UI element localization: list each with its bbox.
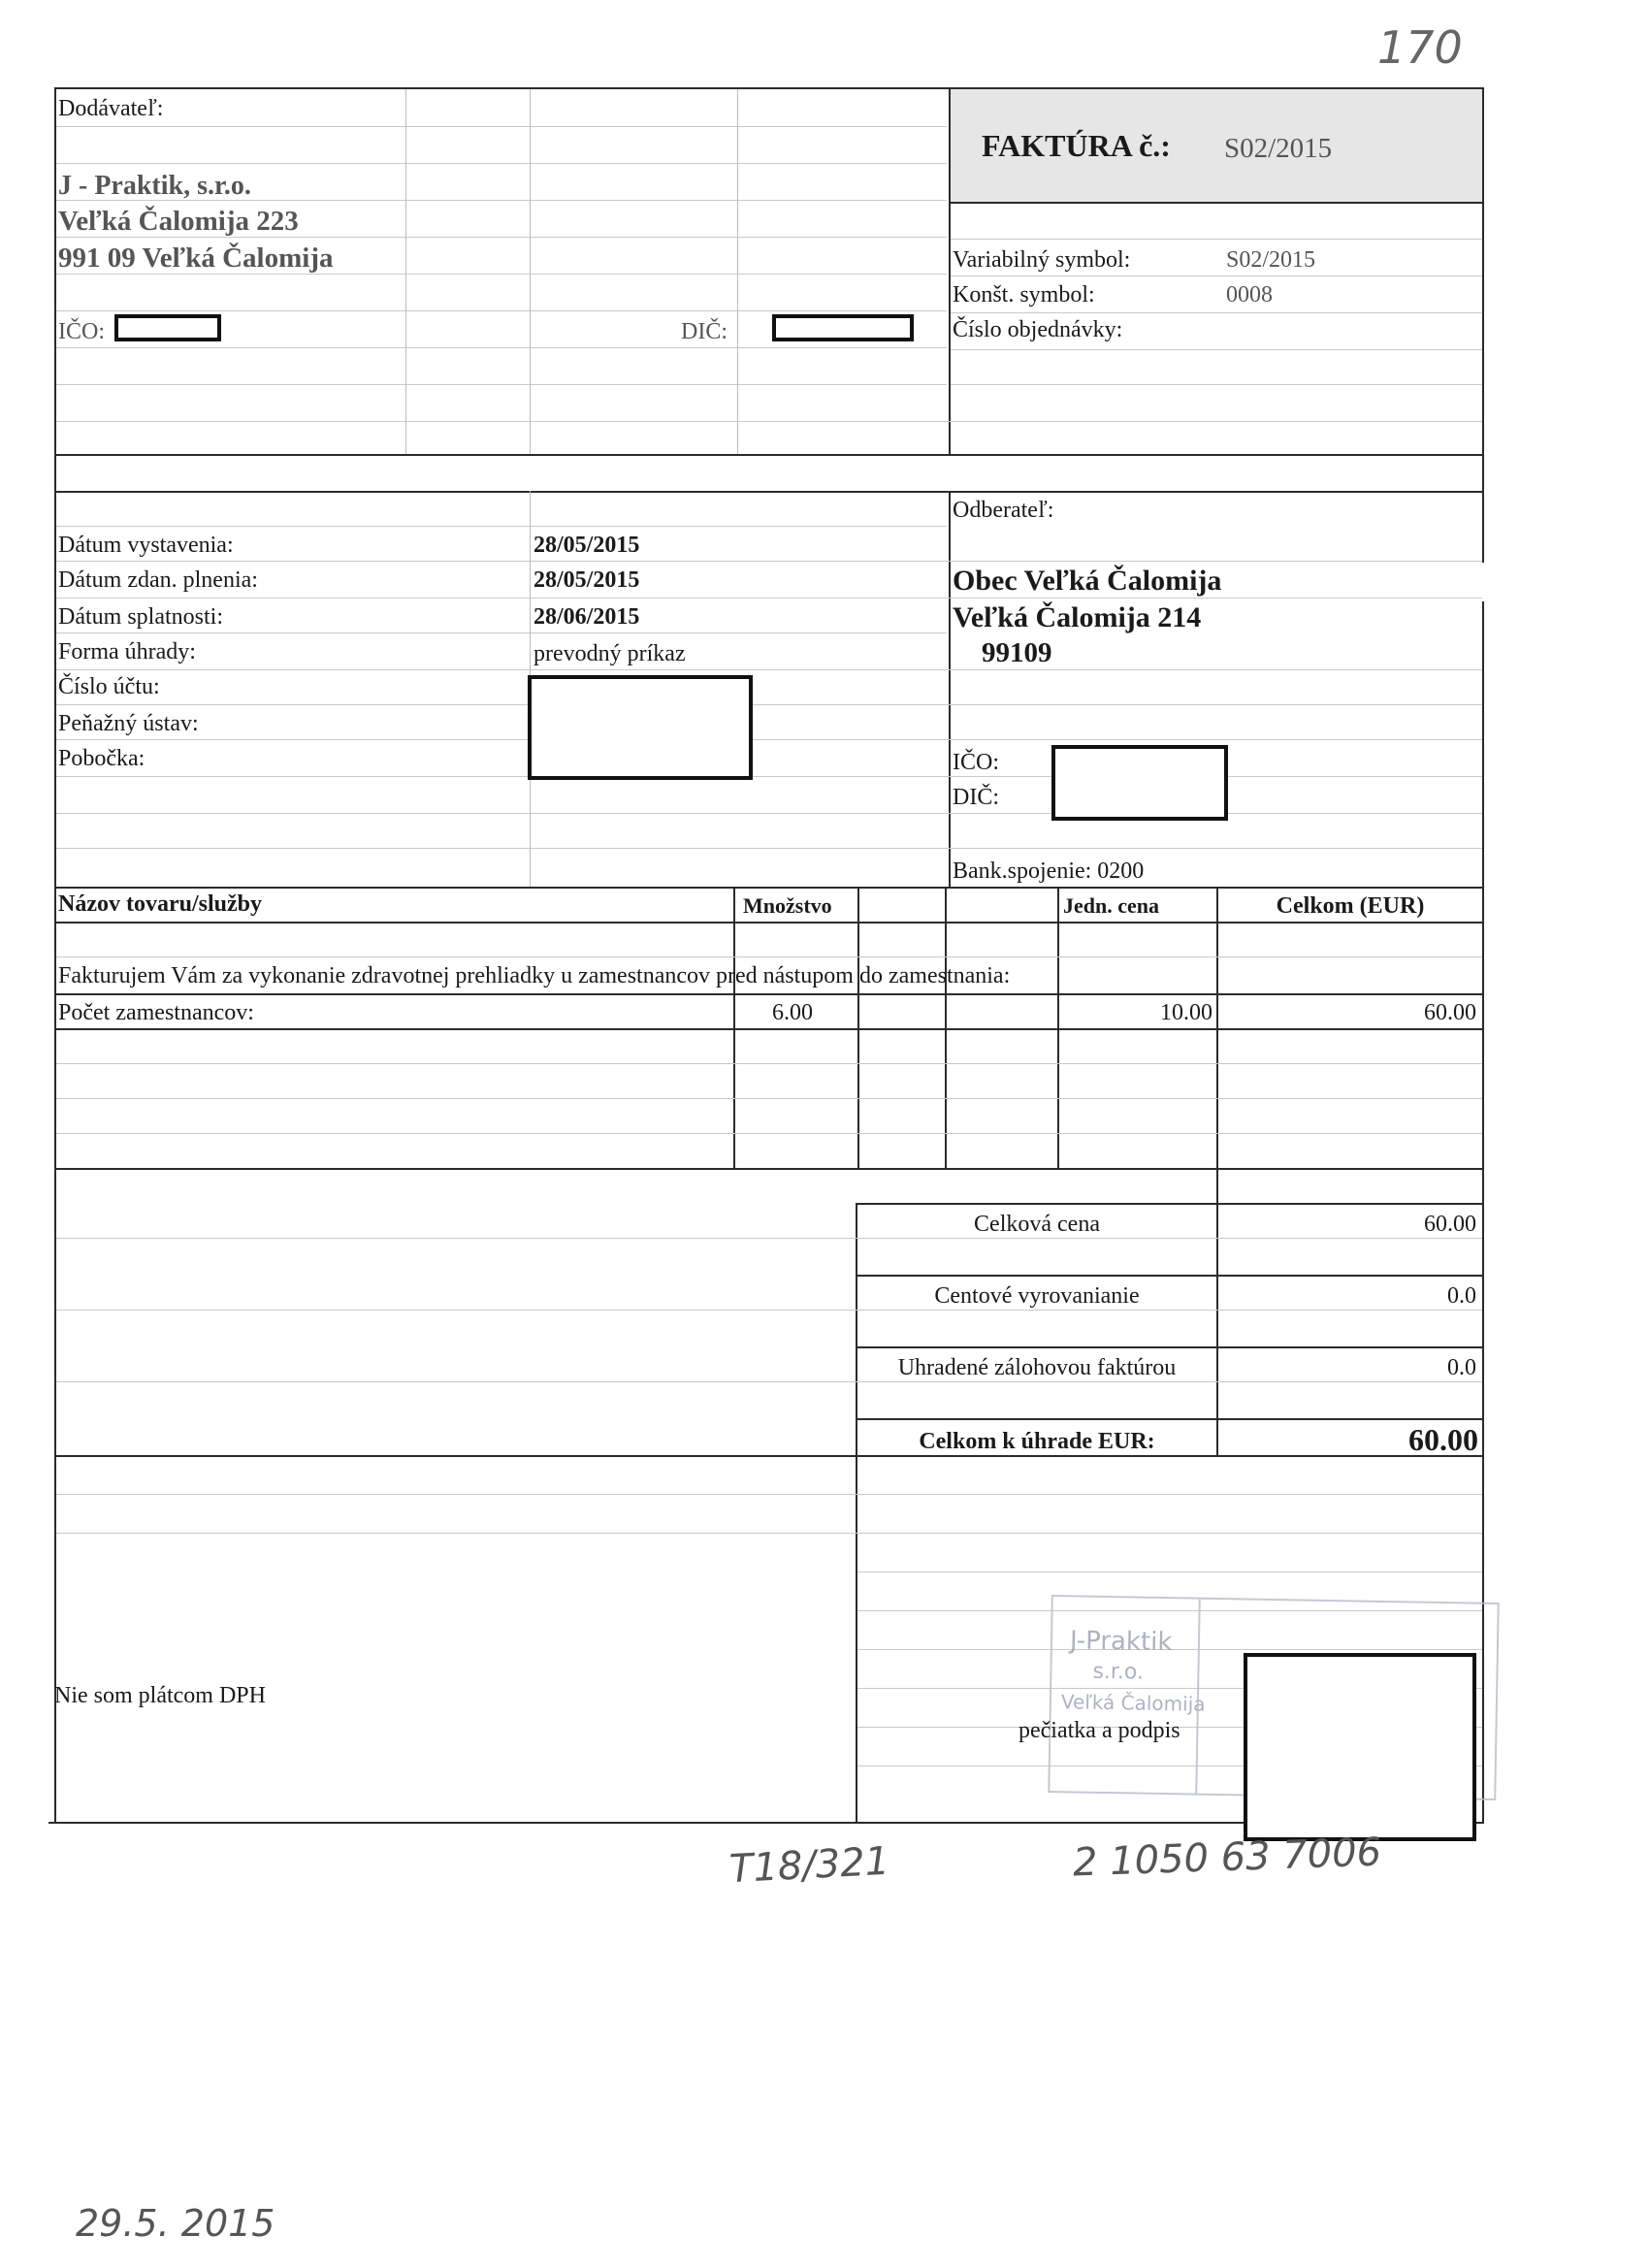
item-qty: 6.00 xyxy=(772,1000,813,1025)
col-header-unit-price: Jedn. cena xyxy=(1063,893,1159,918)
supplier-dic-label: DIČ: xyxy=(681,319,728,344)
frame-top xyxy=(54,87,1484,89)
grid-line xyxy=(56,632,947,633)
customer-street: Veľká Čalomija 214 xyxy=(953,601,1202,633)
stamp-signature-label: pečiatka a podpis xyxy=(1018,1718,1180,1743)
item-total: 60.00 xyxy=(1424,1000,1476,1025)
grid-line xyxy=(56,163,947,164)
grid-line xyxy=(56,421,1482,422)
header-divider xyxy=(949,87,951,454)
issue-date-label: Dátum vystavenia: xyxy=(58,533,234,558)
grid-line xyxy=(56,561,1482,562)
tax-date-label: Dátum zdan. plnenia: xyxy=(58,567,258,593)
grid-line xyxy=(56,598,1482,599)
totals-line xyxy=(856,1346,1484,1348)
grid-line xyxy=(56,704,1482,705)
vat-note: Nie som plátcom DPH xyxy=(54,1683,266,1708)
items-header-top xyxy=(54,887,1484,889)
payment-method-value: prevodný príkaz xyxy=(534,641,686,666)
items-col-divider xyxy=(1057,887,1059,1168)
grid-line xyxy=(56,1063,1482,1064)
supplier-name: J - Praktik, s.r.o. xyxy=(58,171,251,201)
advance-label: Uhradené zálohovou faktúrou xyxy=(897,1355,1177,1380)
supplier-ico-label: IČO: xyxy=(58,319,105,344)
grid-line xyxy=(56,384,947,385)
grid-line xyxy=(951,349,1482,350)
col-header-qty: Množstvo xyxy=(743,893,832,918)
grid-line xyxy=(56,848,1482,849)
grid-line xyxy=(56,1533,1482,1534)
customer-label: Odberateľ: xyxy=(953,498,1054,523)
grid-line xyxy=(56,237,947,238)
redacted-customer-ico-dic xyxy=(1051,745,1228,821)
item-name: Počet zamestnancov: xyxy=(58,1000,254,1025)
grid-line xyxy=(56,1494,1482,1495)
branch-label: Pobočka: xyxy=(58,746,146,771)
account-number-label: Číslo účtu: xyxy=(58,674,160,699)
total-price-label: Celková cena xyxy=(974,1212,1100,1237)
grid-line xyxy=(56,1381,1482,1382)
items-description: Fakturujem Vám za vykonanie zdravotnej prehliadky u zamestnancov pred nástupom do zamestnania: xyxy=(58,963,1011,988)
redacted-bank-details xyxy=(528,675,753,780)
grid-line xyxy=(56,347,947,348)
payment-method-label: Forma úhrady: xyxy=(58,639,196,664)
handwritten-page-number: 170 xyxy=(1377,21,1463,74)
grid-line xyxy=(56,739,1482,740)
grid-line xyxy=(56,776,1482,777)
total-price-value: 60.00 xyxy=(1424,1212,1476,1237)
customer-bank-connection: Bank.spojenie: 0200 xyxy=(953,859,1145,884)
stamp-text-sro: s.r.o. xyxy=(1092,1659,1145,1685)
grid-line xyxy=(951,239,1482,240)
totals-line xyxy=(856,1418,1484,1420)
supplier-street: Veľká Čalomija 223 xyxy=(58,206,299,237)
item-row-line xyxy=(54,1028,1484,1030)
handwritten-date: 29.5. 2015 xyxy=(76,2202,275,2245)
grid-line xyxy=(405,89,406,454)
grid-line xyxy=(530,89,531,454)
redacted-supplier-ico xyxy=(114,314,221,341)
item-row-line xyxy=(54,993,1484,995)
supplier-label: Dodávateľ: xyxy=(58,96,164,121)
customer-ico-label: IČO: xyxy=(953,750,999,775)
redacted-signature xyxy=(1244,1653,1476,1841)
grid-line xyxy=(56,126,947,127)
tax-date-value: 28/05/2015 xyxy=(534,567,640,593)
issue-date-value: 28/05/2015 xyxy=(534,533,640,558)
due-date-label: Dátum splatnosti: xyxy=(58,604,223,630)
bank-label: Peňažný ústav: xyxy=(58,711,199,736)
konst-symbol-label: Konšt. symbol: xyxy=(953,282,1095,308)
handwritten-note-right: 2 1050 63 7006 xyxy=(1072,1830,1382,1886)
grid-line xyxy=(737,89,738,454)
section-divider-2 xyxy=(54,491,1484,493)
items-col-divider xyxy=(733,887,735,1168)
rounding-value: 0.0 xyxy=(1447,1283,1476,1309)
rounding-label: Centové vyrovanianie xyxy=(934,1283,1140,1309)
grid-line xyxy=(56,1133,1482,1134)
invoice-title: FAKTÚRA č.: xyxy=(982,128,1171,163)
col-header-total: Celkom (EUR) xyxy=(1276,893,1425,919)
advance-value: 0.0 xyxy=(1447,1355,1476,1380)
grid-line xyxy=(951,275,1482,276)
redacted-supplier-dic xyxy=(772,314,914,341)
items-col-divider xyxy=(945,887,947,1168)
grid-line xyxy=(56,1238,1482,1239)
invoice-number: S02/2015 xyxy=(1224,133,1333,164)
customer-dic-label: DIČ: xyxy=(953,785,999,810)
due-date-value: 28/06/2015 xyxy=(534,604,640,630)
grid-line xyxy=(56,1310,1482,1311)
grid-line xyxy=(56,274,947,275)
order-number-label: Číslo objednávky: xyxy=(953,317,1123,342)
konst-symbol-value: 0008 xyxy=(1226,282,1273,308)
stamp-text-city: Veľká Čalomija xyxy=(1060,1690,1206,1716)
totals-left-divider xyxy=(856,1203,857,1822)
grid-line xyxy=(56,956,1482,957)
grid-line xyxy=(857,1571,1482,1572)
handwritten-note-left: T18/321 xyxy=(728,1838,891,1893)
to-pay-value: 60.00 xyxy=(1408,1422,1478,1457)
items-header-bottom xyxy=(54,922,1484,923)
col-header-name: Názov tovaru/služby xyxy=(58,891,262,917)
items-col-divider xyxy=(857,887,859,1168)
items-bottom xyxy=(54,1168,1484,1170)
grid-line xyxy=(951,312,1482,313)
totals-line xyxy=(856,1275,1484,1277)
grid-line xyxy=(56,310,947,311)
items-col-divider xyxy=(1216,887,1218,1455)
supplier-city: 991 09 Veľká Čalomija xyxy=(58,243,334,274)
header-title-bottom xyxy=(949,202,1484,204)
var-symbol-value: S02/2015 xyxy=(1226,247,1316,273)
grid-line xyxy=(56,526,947,527)
grid-line xyxy=(56,1098,1482,1099)
grid-line xyxy=(56,813,1482,814)
grid-line xyxy=(951,384,1482,385)
customer-name: Obec Veľká Čalomija xyxy=(953,565,1222,597)
customer-divider xyxy=(949,491,951,889)
stamp-text-company: J-Praktik xyxy=(1069,1626,1173,1658)
grid-line xyxy=(56,669,1482,670)
totals-top xyxy=(856,1203,1484,1205)
section-divider-1 xyxy=(54,454,1484,456)
item-unit-price: 10.00 xyxy=(1160,1000,1212,1025)
to-pay-label: Celkom k úhrade EUR: xyxy=(919,1429,1155,1454)
var-symbol-label: Variabilný symbol: xyxy=(953,247,1131,273)
customer-zip: 99109 xyxy=(982,637,1052,668)
